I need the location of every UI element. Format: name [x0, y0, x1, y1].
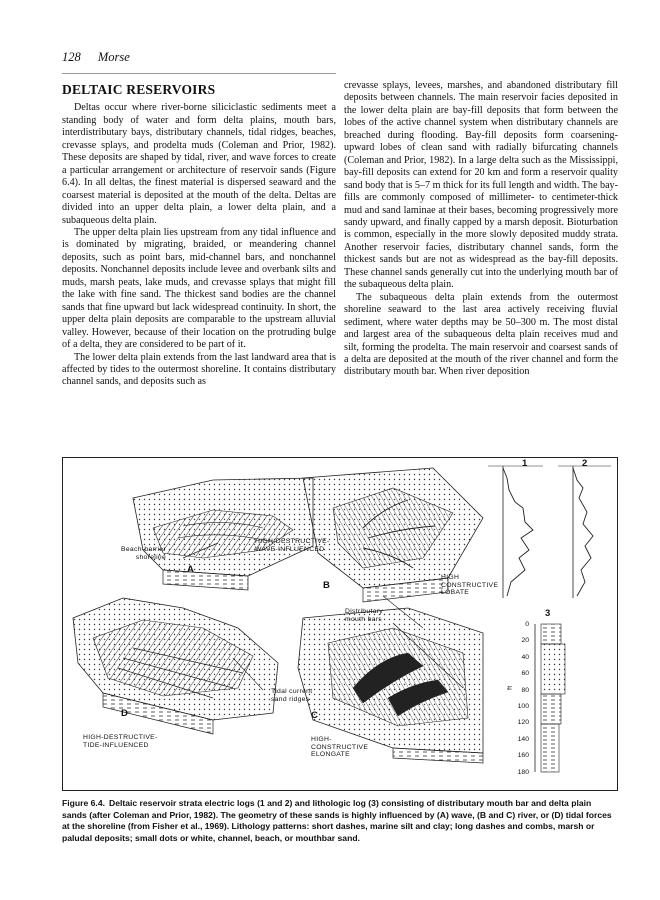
panel-letter-b: B [323, 580, 330, 591]
log-label-2: 2 [582, 458, 588, 469]
panel-letter-d: D [121, 708, 128, 719]
label-tidal-current-ridges: Tidal current sand ridges [271, 688, 313, 703]
paragraph: The lower delta plain extends from the last landward area that is affected by tides to the outermost shoreline. It contains distributary channel sands, and deposits such as [62, 351, 336, 388]
figure-caption [62, 798, 618, 844]
depth-tick-label: 0 [525, 621, 529, 628]
header-rule [62, 73, 336, 74]
label-distributary-mouth-bars: Distributary mouth bars [345, 608, 383, 623]
depth-tick-label: 40 [521, 653, 529, 661]
block-diagram-a [133, 478, 313, 590]
paragraph: The subaqueous delta plain extends from the outermost shoreline seaward to the last area actively receiving fluvial sediment, where water depths may be 50–300 m. The most distal and largest area of the subaqueous delta plain receives mud and silt, forming the prodelta. The main reservoir and coarsest sands of a delta are deposited at the mouth of the river channel and form the distributary mouth bar. When river deposition [344, 291, 618, 378]
paragraph: The upper delta plain lies upstream from any tidal influence and is dominated by migrating, braided, or meandering channel deposits, such as point bars, mid-channel bars, and nonchannel deposits. Nonchannel deposits include levee and overbank silts and muds, marsh peats, lake muds, and crevasse splays that might fill the lake with fine sand. The thickest sand bodies are the channel sands that fine upward but lack widespread continuity. In short, the upper delta plain deposits are comparable to the upstream alluvial valley. However, because of their location on the protruding bulge of a delta, they are considered to be part of it. [62, 226, 336, 351]
paragraph: Deltas occur where river-borne siliciclastic sediments meet a standing body of water and form delta plains, mouth bars, interdistributary bays, distributary channels, tidal ridges, beaches, crevasse splays, and prodelta muds (Coleman and Prior, 1982). These deposits are shaped by tidal, river, and wave forces to create a particular arrangement or architecture of reservoir sands (Figure 6.4). In all deltas, the finest material is dispersed seaward and the coarsest material is deposited at the mouth of the delta. Deltas are divided into an upper delta plain, a lower delta plain, and a subaqueous delta plain. [62, 102, 336, 226]
depth-tick-label: 60 [521, 670, 529, 678]
log-label-1: 1 [522, 458, 528, 469]
depth-tick-label: 80 [521, 686, 529, 694]
label-high-destructive-tide: HIGH-DESTRUCTIVE- TIDE-INFLUENCED [83, 734, 158, 749]
electric-log-2 [558, 466, 611, 598]
label-high-constructive-lobate: HIGH CONSTRUCTIVE LOBATE [441, 574, 499, 596]
label-high-destructive-wave: HIGH-DESTRUCTIVE- WAVE-INFLUENCED [255, 538, 330, 553]
log-label-3: 3 [545, 608, 551, 619]
running-header [62, 50, 130, 65]
label-beach-barrier: Beach-barrier shoreline [121, 546, 167, 561]
block-diagram-d [73, 598, 278, 734]
depth-tick-label: 120 [517, 719, 529, 727]
depth-unit: ft [506, 685, 514, 690]
running-head-author: Morse [97, 50, 130, 64]
panel-letter-a: A [187, 564, 194, 575]
depth-tick-label: 100 [517, 703, 529, 710]
figure-6-4 [62, 457, 618, 791]
paragraph: crevasse splays, levees, marshes, and abandoned distributary fill deposits between channels. The main reservoir facies deposited in the lower delta plain are bay-fill deposits that form between the lobes of the active channel system when distributary channels are breached during flooding. Bay-fill deposits form coarsening-upward lobes of clean sand with radially bifurcating channels (Coleman and Prior, 1982). In a large delta such as the Mississippi, bay-fill deposits can extend for 20 km and form a reservoir quality sand body that is 5–7 m thick for its full length and width. The bay-fills are commonly composed of millimeter- to centimeter-thick mud and sand laminae at their bases, becoming progressively more sandy upward, and finally capped by a marsh deposit. Bioturbation is common, especially in the more slowly deposited muddy strata. Another reservoir facies, distributary channel sands, form the thickest sands but are not as widespread as the bay-fill deposits. These channel sands generally cut into the underlying mouth bar of the subaqueous delta plain. [344, 80, 618, 291]
caption-label: Figure 6.4. [62, 798, 105, 808]
lithologic-log-3 [535, 624, 565, 772]
right-column [344, 80, 618, 379]
caption-text: Deltaic reservoir strata electric logs (1 and 2) and lithologic log (3) consisting of distributary mouth bar and delta plain sands (after Coleman and Prior, 1982). The geometry of these sands is highly influenced by (A) wave, (B and C) river, or (D) tidal forces at the shoreline (from Fisher et al., 1969). Lithology patterns: short dashes, marine silt and clay; long dashes and combs, marsh or paludal deposits; small dots or white, channel, beach, or mouthbar sand. [62, 798, 612, 843]
block-diagram-b [303, 468, 483, 628]
page-number: 128 [62, 50, 81, 64]
panel-letter-c: C [311, 710, 318, 721]
depth-tick-label: 180 [517, 768, 529, 776]
section-title: DELTAIC RESERVOIRS [62, 82, 216, 97]
left-column [62, 80, 336, 389]
label-high-constructive-elongate: HIGH- CONSTRUCTIVE ELONGATE [311, 736, 369, 758]
depth-tick-label: 20 [521, 637, 529, 645]
depth-tick-label: 160 [517, 752, 529, 760]
depth-tick-label: 140 [517, 735, 529, 743]
